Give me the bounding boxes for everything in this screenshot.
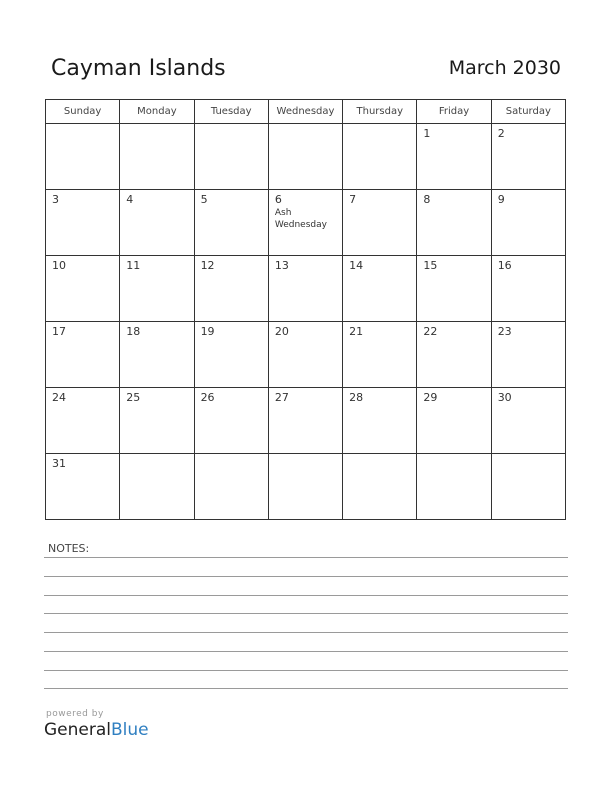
day-cell <box>491 256 565 322</box>
weekday-sunday: Sunday <box>46 100 120 124</box>
day-cell <box>343 322 417 388</box>
day-number: 20 <box>274 325 289 338</box>
day-number: 3 <box>52 193 59 206</box>
day-number: 10 <box>52 259 66 272</box>
day-cell <box>417 322 491 388</box>
day-cell <box>46 190 120 256</box>
day-number: 4 <box>126 193 134 206</box>
week-row-6 <box>46 454 566 520</box>
day-cell <box>417 256 491 322</box>
weekday-thursday: Thursday <box>343 100 417 124</box>
day-number: 26 <box>200 391 215 404</box>
day-number: 23 <box>497 325 512 338</box>
day-number: 1 <box>423 127 431 140</box>
day-cell <box>120 190 194 256</box>
day-cell <box>120 388 194 454</box>
day-number: 29 <box>423 391 438 404</box>
day-cell <box>343 454 417 520</box>
day-cell <box>343 190 417 256</box>
month-year-title: March 2030 <box>448 57 561 79</box>
day-cell <box>268 190 342 256</box>
week-row-3 <box>46 256 566 322</box>
weekday-wednesday: Wednesday <box>268 100 342 124</box>
holiday-label: Ash Wednesday <box>274 208 327 230</box>
day-cell <box>268 454 342 520</box>
day-cell <box>46 124 120 190</box>
day-number: 14 <box>349 259 364 272</box>
day-number: 19 <box>200 325 215 338</box>
week-row-4 <box>46 322 566 388</box>
weekday-header-row <box>46 100 566 124</box>
day-cell <box>120 454 194 520</box>
day-number: 31 <box>52 457 66 470</box>
day-cell <box>46 322 120 388</box>
day-number: 6 <box>274 193 282 206</box>
day-cell <box>491 322 565 388</box>
country-title: Cayman Islands <box>51 56 226 81</box>
day-cell <box>194 124 268 190</box>
day-cell <box>491 190 565 256</box>
day-cell <box>194 256 268 322</box>
weekday-saturday: Saturday <box>491 100 565 124</box>
day-cell <box>417 190 491 256</box>
day-cell <box>417 388 491 454</box>
day-number: 8 <box>423 193 431 206</box>
calendar-grid <box>45 99 566 520</box>
day-number: 7 <box>349 193 357 206</box>
day-cell <box>194 454 268 520</box>
day-cell <box>120 256 194 322</box>
day-number: 21 <box>349 325 364 338</box>
day-number: 18 <box>126 325 141 338</box>
day-number: 27 <box>274 391 289 404</box>
notes-line <box>44 557 568 558</box>
brand-blue: Blue <box>111 720 149 740</box>
day-cell <box>46 454 120 520</box>
day-cell <box>268 256 342 322</box>
day-cell <box>491 454 565 520</box>
day-cell <box>194 322 268 388</box>
day-cell <box>343 388 417 454</box>
notes-line <box>44 595 568 596</box>
day-cell <box>194 190 268 256</box>
notes-line <box>44 576 568 577</box>
notes-line <box>44 613 568 614</box>
day-cell <box>491 124 565 190</box>
day-number: 28 <box>349 391 364 404</box>
day-cell <box>491 388 565 454</box>
weekday-friday: Friday <box>417 100 491 124</box>
day-cell <box>343 256 417 322</box>
notes-line <box>44 632 568 633</box>
day-number: 5 <box>200 193 208 206</box>
weekday-tuesday: Tuesday <box>194 100 268 124</box>
brand-general: General <box>44 720 111 740</box>
day-cell <box>46 388 120 454</box>
powered-by-text: powered by <box>46 709 104 719</box>
day-number: 15 <box>423 259 438 272</box>
day-number: 2 <box>497 127 505 140</box>
day-number: 12 <box>200 259 215 272</box>
day-number: 16 <box>497 259 512 272</box>
week-row-5 <box>46 388 566 454</box>
day-cell <box>46 256 120 322</box>
day-number: 11 <box>126 259 141 272</box>
day-cell <box>268 388 342 454</box>
day-cell <box>268 124 342 190</box>
day-cell <box>120 124 194 190</box>
day-cell <box>120 322 194 388</box>
notes-label: NOTES: <box>48 542 90 555</box>
week-row-2 <box>46 190 566 256</box>
day-number: 9 <box>497 193 505 206</box>
notes-line <box>44 688 568 689</box>
brand-logo <box>44 720 149 740</box>
day-cell <box>417 124 491 190</box>
day-number: 30 <box>497 391 512 404</box>
notes-line <box>44 670 568 671</box>
day-cell <box>194 388 268 454</box>
day-cell <box>417 454 491 520</box>
day-cell <box>343 124 417 190</box>
day-cell <box>268 322 342 388</box>
day-number: 25 <box>126 391 141 404</box>
day-number: 24 <box>52 391 66 404</box>
day-number: 13 <box>274 259 289 272</box>
day-number: 17 <box>52 325 66 338</box>
day-number: 22 <box>423 325 438 338</box>
notes-line <box>44 651 568 652</box>
week-row-1 <box>46 124 566 190</box>
weekday-monday: Monday <box>120 100 194 124</box>
